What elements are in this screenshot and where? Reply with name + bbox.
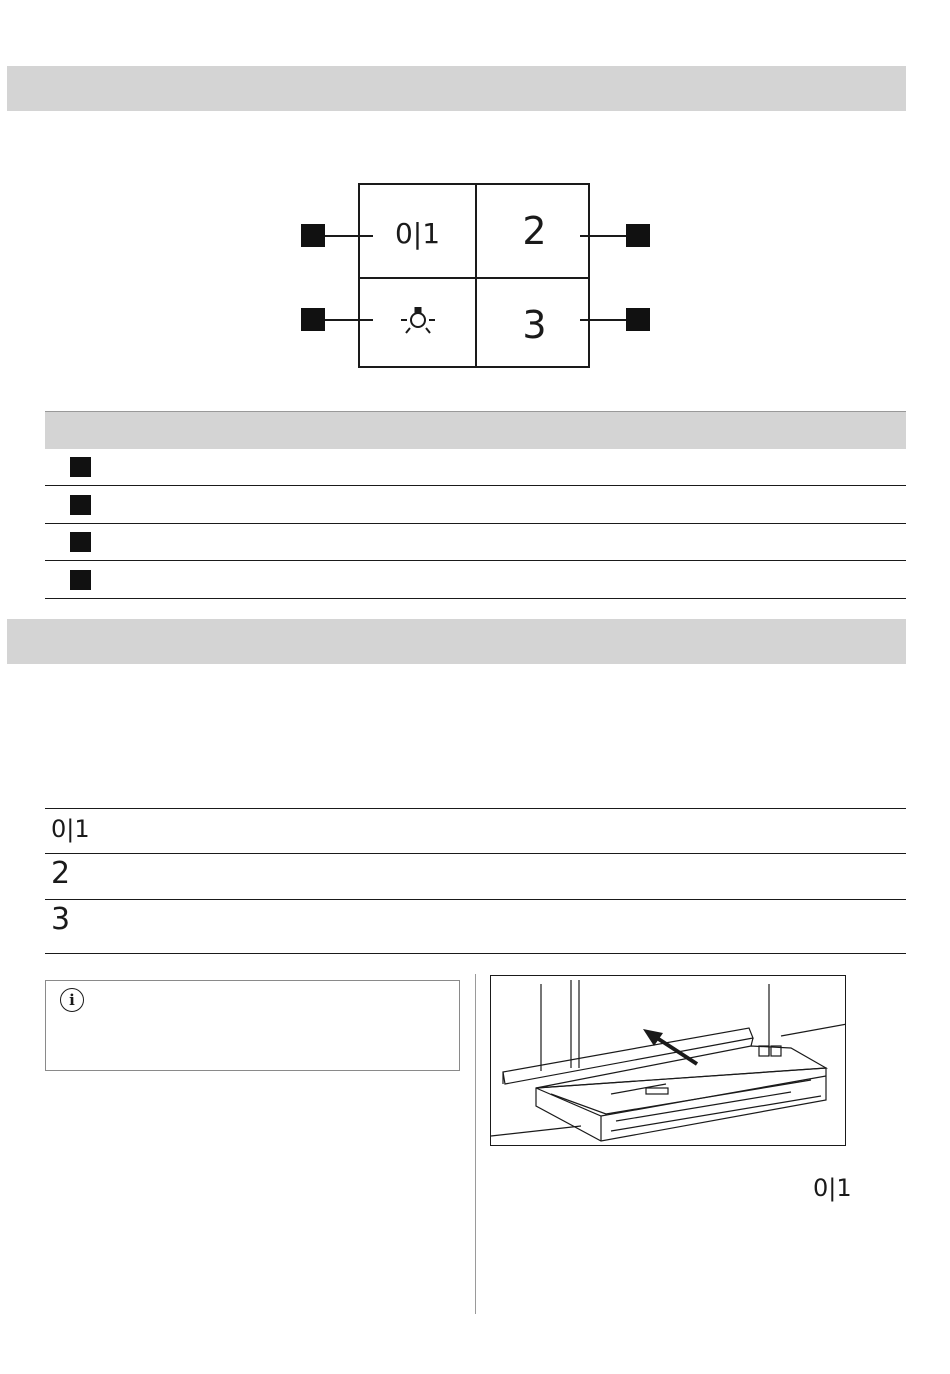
- speed-symbol: 0|1: [51, 815, 90, 843]
- speed-3-key: 3: [522, 303, 547, 347]
- callout-marker: [70, 457, 91, 477]
- callout-marker: [301, 224, 325, 247]
- table-header: [45, 411, 906, 449]
- section-header-band: [7, 619, 906, 664]
- callout-marker: [70, 495, 91, 515]
- table-row: [45, 853, 906, 899]
- callout-marker: [70, 570, 91, 590]
- callout-marker: [301, 308, 325, 331]
- light-bulb-icon: [396, 303, 440, 347]
- info-icon: i: [60, 988, 84, 1012]
- table-row: [45, 448, 906, 486]
- table-row: [45, 808, 906, 854]
- callout-line: [325, 319, 373, 321]
- speed-2-key: 2: [522, 209, 547, 253]
- callout-line: [580, 319, 626, 321]
- section-header-band: [7, 66, 906, 111]
- control-panel-diagram: [358, 183, 590, 368]
- table-row: [45, 523, 906, 561]
- on-off-symbol: 0|1: [813, 1174, 852, 1202]
- hood-illustration: [490, 975, 846, 1146]
- callout-line: [580, 235, 626, 237]
- on-off-key: 0|1: [394, 216, 441, 250]
- extractor-hood-drawing: [491, 976, 846, 1146]
- note-box: [45, 980, 460, 1071]
- table-row: [45, 486, 906, 524]
- table-row: [45, 561, 906, 599]
- column-divider: [475, 974, 476, 1314]
- callout-marker: [626, 308, 650, 331]
- speed-symbol: 2: [51, 856, 71, 891]
- callout-marker: [626, 224, 650, 247]
- light-key: [360, 279, 475, 371]
- callout-line: [325, 235, 373, 237]
- table-row: [45, 899, 906, 954]
- callout-marker: [70, 532, 91, 552]
- table-rule: [45, 953, 906, 954]
- speed-symbol: 3: [51, 902, 71, 937]
